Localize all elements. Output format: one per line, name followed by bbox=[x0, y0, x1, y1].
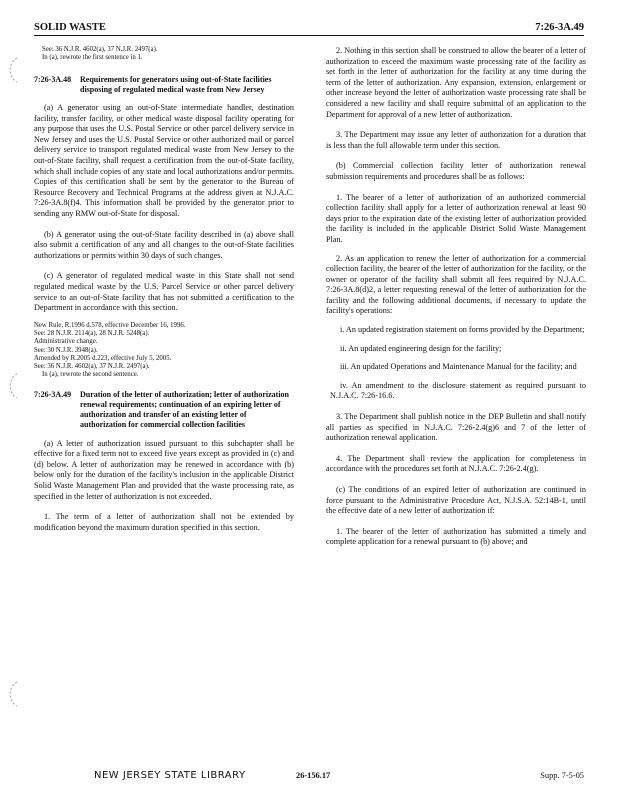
history-note: See: 36 N.J.R. 4602(a), 37 N.J.R. 2497(a). bbox=[42, 46, 158, 53]
paragraph: (a) A letter of authorization issued pursuant to this subchapter shall be effective for a fixed term not to exceed five years except as provided in (c) and (d) below. A letter of authorization may be renewed in accordance with (b) below only for the duration of the facility's inclusion in the applicable District Solid Waste Management Plan and provided that the waste processing rate, as specified in the letter of authorization is not exceeded. bbox=[34, 438, 294, 501]
section-title: Requirements for generators using out-of-State facilities disposing of regulated medical waste from New Jersey bbox=[80, 74, 272, 94]
history-note: See: 28 N.J.R. 2114(a), 28 N.J.R. 5248(a). bbox=[34, 329, 150, 337]
section-number: 7:26-3A.48 bbox=[34, 74, 72, 84]
binder-hole-mark bbox=[6, 56, 20, 84]
paragraph: 4. The Department shall review the application for completeness in accordance with the procedures set forth at N.J.A.C. 7:26-2.4(g). bbox=[326, 453, 586, 474]
section-title: Duration of the letter of authorization; letter of authorization renewal requirements; continuation of an expiring letter of authorization and transfer of an existing letter of authorization for commercial collection facilities bbox=[80, 389, 289, 430]
list-item: ii. An updated engineering design for the facility; bbox=[340, 343, 502, 353]
paragraph: 1. The bearer of a letter of authorization of an authorized commercial collection facility shall apply for a letter of authorization renewal at least 90 days prior to the expiration date of the existing letter of authorization provided the facility is included in the applicable District Solid Waste Management Plan. bbox=[326, 192, 586, 244]
history-note: In (a), rewrote the first sentence in 1. bbox=[42, 54, 143, 62]
list-item: iii. An updated Operations and Maintenance Manual for the facility; and bbox=[340, 362, 577, 372]
history-note: New Rule, R.1996 d.578, effective December 16, 1996. bbox=[34, 321, 186, 329]
paragraph: 2. Nothing in this section shall be construed to allow the bearer of a letter of authorization to exceed the maximum waste processing rate of the facility as set forth in the letter of authorization for the facility at any time during the term of the letter of authorization. Any expansion, extension, enlargement or other increase beyond the letter of authorization waste processing rate shall be considered a new facility and shall require submittal of an application to the Department for approval of a new letter of authorization. bbox=[326, 46, 586, 119]
library-stamp: NEW JERSEY STATE LIBRARY bbox=[94, 770, 246, 781]
left-column bbox=[34, 46, 294, 533]
paragraph: 2. As an application to renew the letter of authorization for a commercial collection facility, the bearer of the letter of authorization for the facility, or the owner or operator of the facility shall submit all fees required by N.J.A.C. 7:26-3A.8(d)2, a letter requesting renewal of the letter of authorization for the facility and the following additional documents, if necessary to update the facility's operations: bbox=[326, 253, 586, 316]
section-heading bbox=[34, 75, 294, 95]
list-item: i. An updated registration statement on forms provided by the Department; bbox=[340, 325, 585, 335]
paragraph: (c) A generator of regulated medical waste in this State shall not send regulated medical waste by the U.S. Parcel Service or other parcel delivery service to an out-of-State facility that has not submitted a certification to the Department in accordance with this section. bbox=[34, 271, 294, 313]
paragraph: 3. The Department may issue any letter of authorization for a duration that is less than the full allowable term under this section. bbox=[326, 130, 586, 150]
history-note: In (a), rewrote the second sentence. bbox=[42, 371, 139, 379]
history-note: Administrative change. bbox=[34, 338, 98, 346]
paragraph: (a) A generator using an out-of-State intermediate handler, destination facility, transfer facility, or other medical waste disposal facility operating for any purpose that uses the U.S. Postal Service or other parcel delivery service in New Jersey and uses the U.S. Postal Service or other authorized mail or parcel delivery service to transport regulated medical waste from New Jersey to the out-of-State facility, shall request a certification from the out-of-State facility, which shall include copies of any state and local authorizations and/or permits. Copies of this certification shall be sent by the generator to the Bureau of Resource Recovery and Technical Programs at the address given at N.J.A.C. 7:26-3A.8(f)4. This information shall be provided by the generator prior to sending any RMW out-of-State for disposal. bbox=[34, 103, 294, 218]
history-note: Amended by R.2005 d.223, effective July 5, 2005. bbox=[34, 354, 172, 362]
section-number: 7:26-3A.49 bbox=[34, 389, 72, 399]
binder-hole-mark bbox=[6, 680, 20, 708]
paragraph: 1. The term of a letter of authorization shall not be extended by modification beyond the maximum duration specified in this section. bbox=[34, 512, 294, 532]
header-chapter-title: SOLID WASTE bbox=[34, 22, 106, 33]
paragraph: 3. The Department shall publish notice in the DEP Bulletin and shall notify all parties as specified in N.J.A.C. 7:26-2.4(g)6 and 7 of the letter of authorization renewal application. bbox=[326, 412, 586, 443]
paragraph: (c) The conditions of an expired letter of authorization are continued in force pursuant to the Administrative Procedure Act, N.J.S.A. 52:14B-1, until the effective date of a new letter of authorization if: bbox=[326, 485, 586, 516]
page-number: 26-156.17 bbox=[296, 771, 331, 780]
history-note: See: 36 N.J.R. 4602(a), 37 N.J.R. 2497(a). bbox=[34, 363, 150, 371]
binder-hole-mark bbox=[6, 372, 20, 400]
header-section-number: 7:26-3A.49 bbox=[535, 22, 584, 33]
paragraph: (b) A generator using the out-of-State facility described in (a) above shall also submit a certification of any and all changes to the out-of-State facilities authorizations or permits within 30 days of such changes. bbox=[34, 229, 294, 260]
list-item: iv. An amendment to the disclosure statement as required pursuant to N.J.A.C. 7:26-16.6. bbox=[330, 380, 586, 401]
right-column bbox=[326, 46, 586, 548]
paragraph: (b) Commercial collection facility letter of authorization renewal submission requirements and procedures shall be as follows: bbox=[326, 161, 586, 181]
header-rule bbox=[34, 35, 584, 36]
history-block bbox=[34, 322, 294, 380]
supplement-date: Supp. 7-5-05 bbox=[540, 771, 584, 780]
section-heading bbox=[34, 390, 294, 431]
history-note: See: 30 N.J.R. 3948(a). bbox=[34, 346, 98, 354]
paragraph: 1. The bearer of the letter of authorization has submitted a timely and complete application for a renewal pursuant to (b) above; and bbox=[326, 526, 586, 547]
page-footer bbox=[34, 770, 584, 786]
